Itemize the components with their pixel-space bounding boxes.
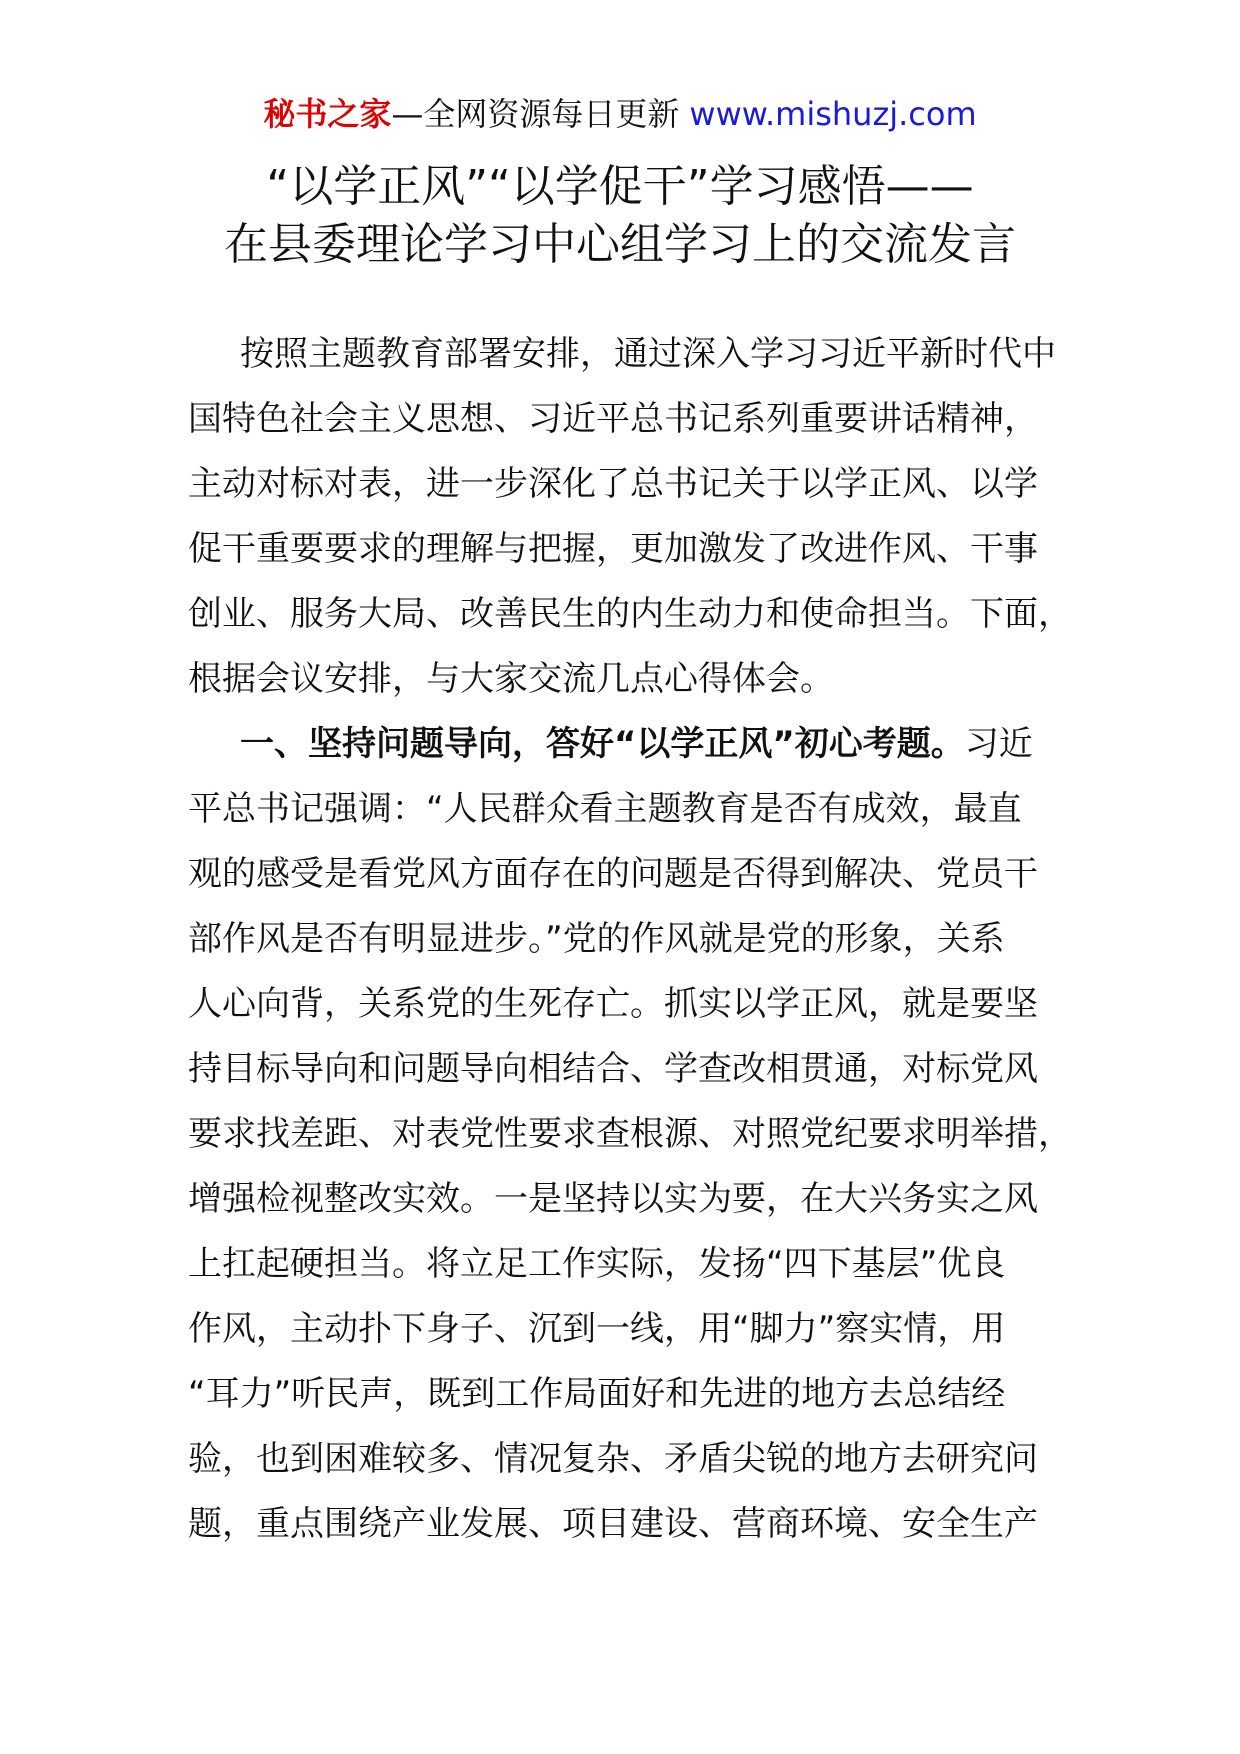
body-line: “耳力”听民声，既到工作局面好和先进的地方去总结经 <box>188 1374 1006 1414</box>
body-line: 国特色社会主义思想、习近平总书记系列重要讲话精神， <box>188 399 1038 439</box>
body-line: 主动对标对表，进一步深化了总书记关于以学正风、以学 <box>188 464 1038 504</box>
body-line: 按照主题教育部署安排，通过深入学习习近平新时代中 <box>240 334 1056 374</box>
body-line: 增强检视整改实效。一是坚持以实为要，在大兴务实之风 <box>188 1179 1038 1219</box>
brand-name: 秘书之家 <box>263 95 392 133</box>
body-line: 验，也到困难较多、情况复杂、矛盾尖锐的地方去研究问 <box>188 1439 1038 1479</box>
body-line: 创业、服务大局、改善民生的内生动力和使命担当。下面， <box>188 594 1072 634</box>
body-line: 要求找差距、对表党性要求查根源、对照党纪要求明举措， <box>188 1114 1072 1154</box>
site-header <box>0 92 1240 136</box>
body-line: 作风，主动扑下身子、沉到一线，用“脚力”察实情，用 <box>188 1309 1006 1349</box>
section-heading-tail: 习近 <box>964 724 1033 764</box>
body-line: 观的感受是看党风方面存在的问题是否得到解决、党员干 <box>188 854 1038 894</box>
section-heading: 一、坚持问题导向，答好“以学正风”初心考题。 <box>240 724 965 764</box>
document-body <box>188 322 1072 1557</box>
body-line: 部作风是否有明显进步。”党的作风就是党的形象，关系 <box>188 919 1005 959</box>
document-title <box>0 158 1240 274</box>
title-line-1: “以学正风”“以学促干”学习感悟—— <box>266 161 974 212</box>
body-line: 人心向背，关系党的生死存亡。抓实以学正风，就是要坚 <box>188 984 1038 1024</box>
body-line: 上扛起硬担当。将立足工作实际，发扬“四下基层”优良 <box>188 1244 1006 1284</box>
body-line: 平总书记强调：“人民群众看主题教育是否有成效，最直 <box>188 789 1022 829</box>
body-line: 题，重点围绕产业发展、项目建设、营商环境、安全生产 <box>188 1504 1038 1544</box>
title-line-2: 在县委理论学习中心组学习上的交流发言 <box>224 219 1016 270</box>
body-line: 促干重要要求的理解与把握，更加激发了改进作风、干事 <box>188 529 1038 569</box>
body-line: 持目标导向和问题导向相结合、学查改相贯通，对标党风 <box>188 1049 1038 1089</box>
header-tagline: —全网资源每日更新 <box>391 95 680 133</box>
body-line: 根据会议安排，与大家交流几点心得体会。 <box>188 659 834 699</box>
site-url[interactable]: www.mishuzj.com <box>689 95 977 133</box>
section-heading-line <box>188 712 1058 777</box>
